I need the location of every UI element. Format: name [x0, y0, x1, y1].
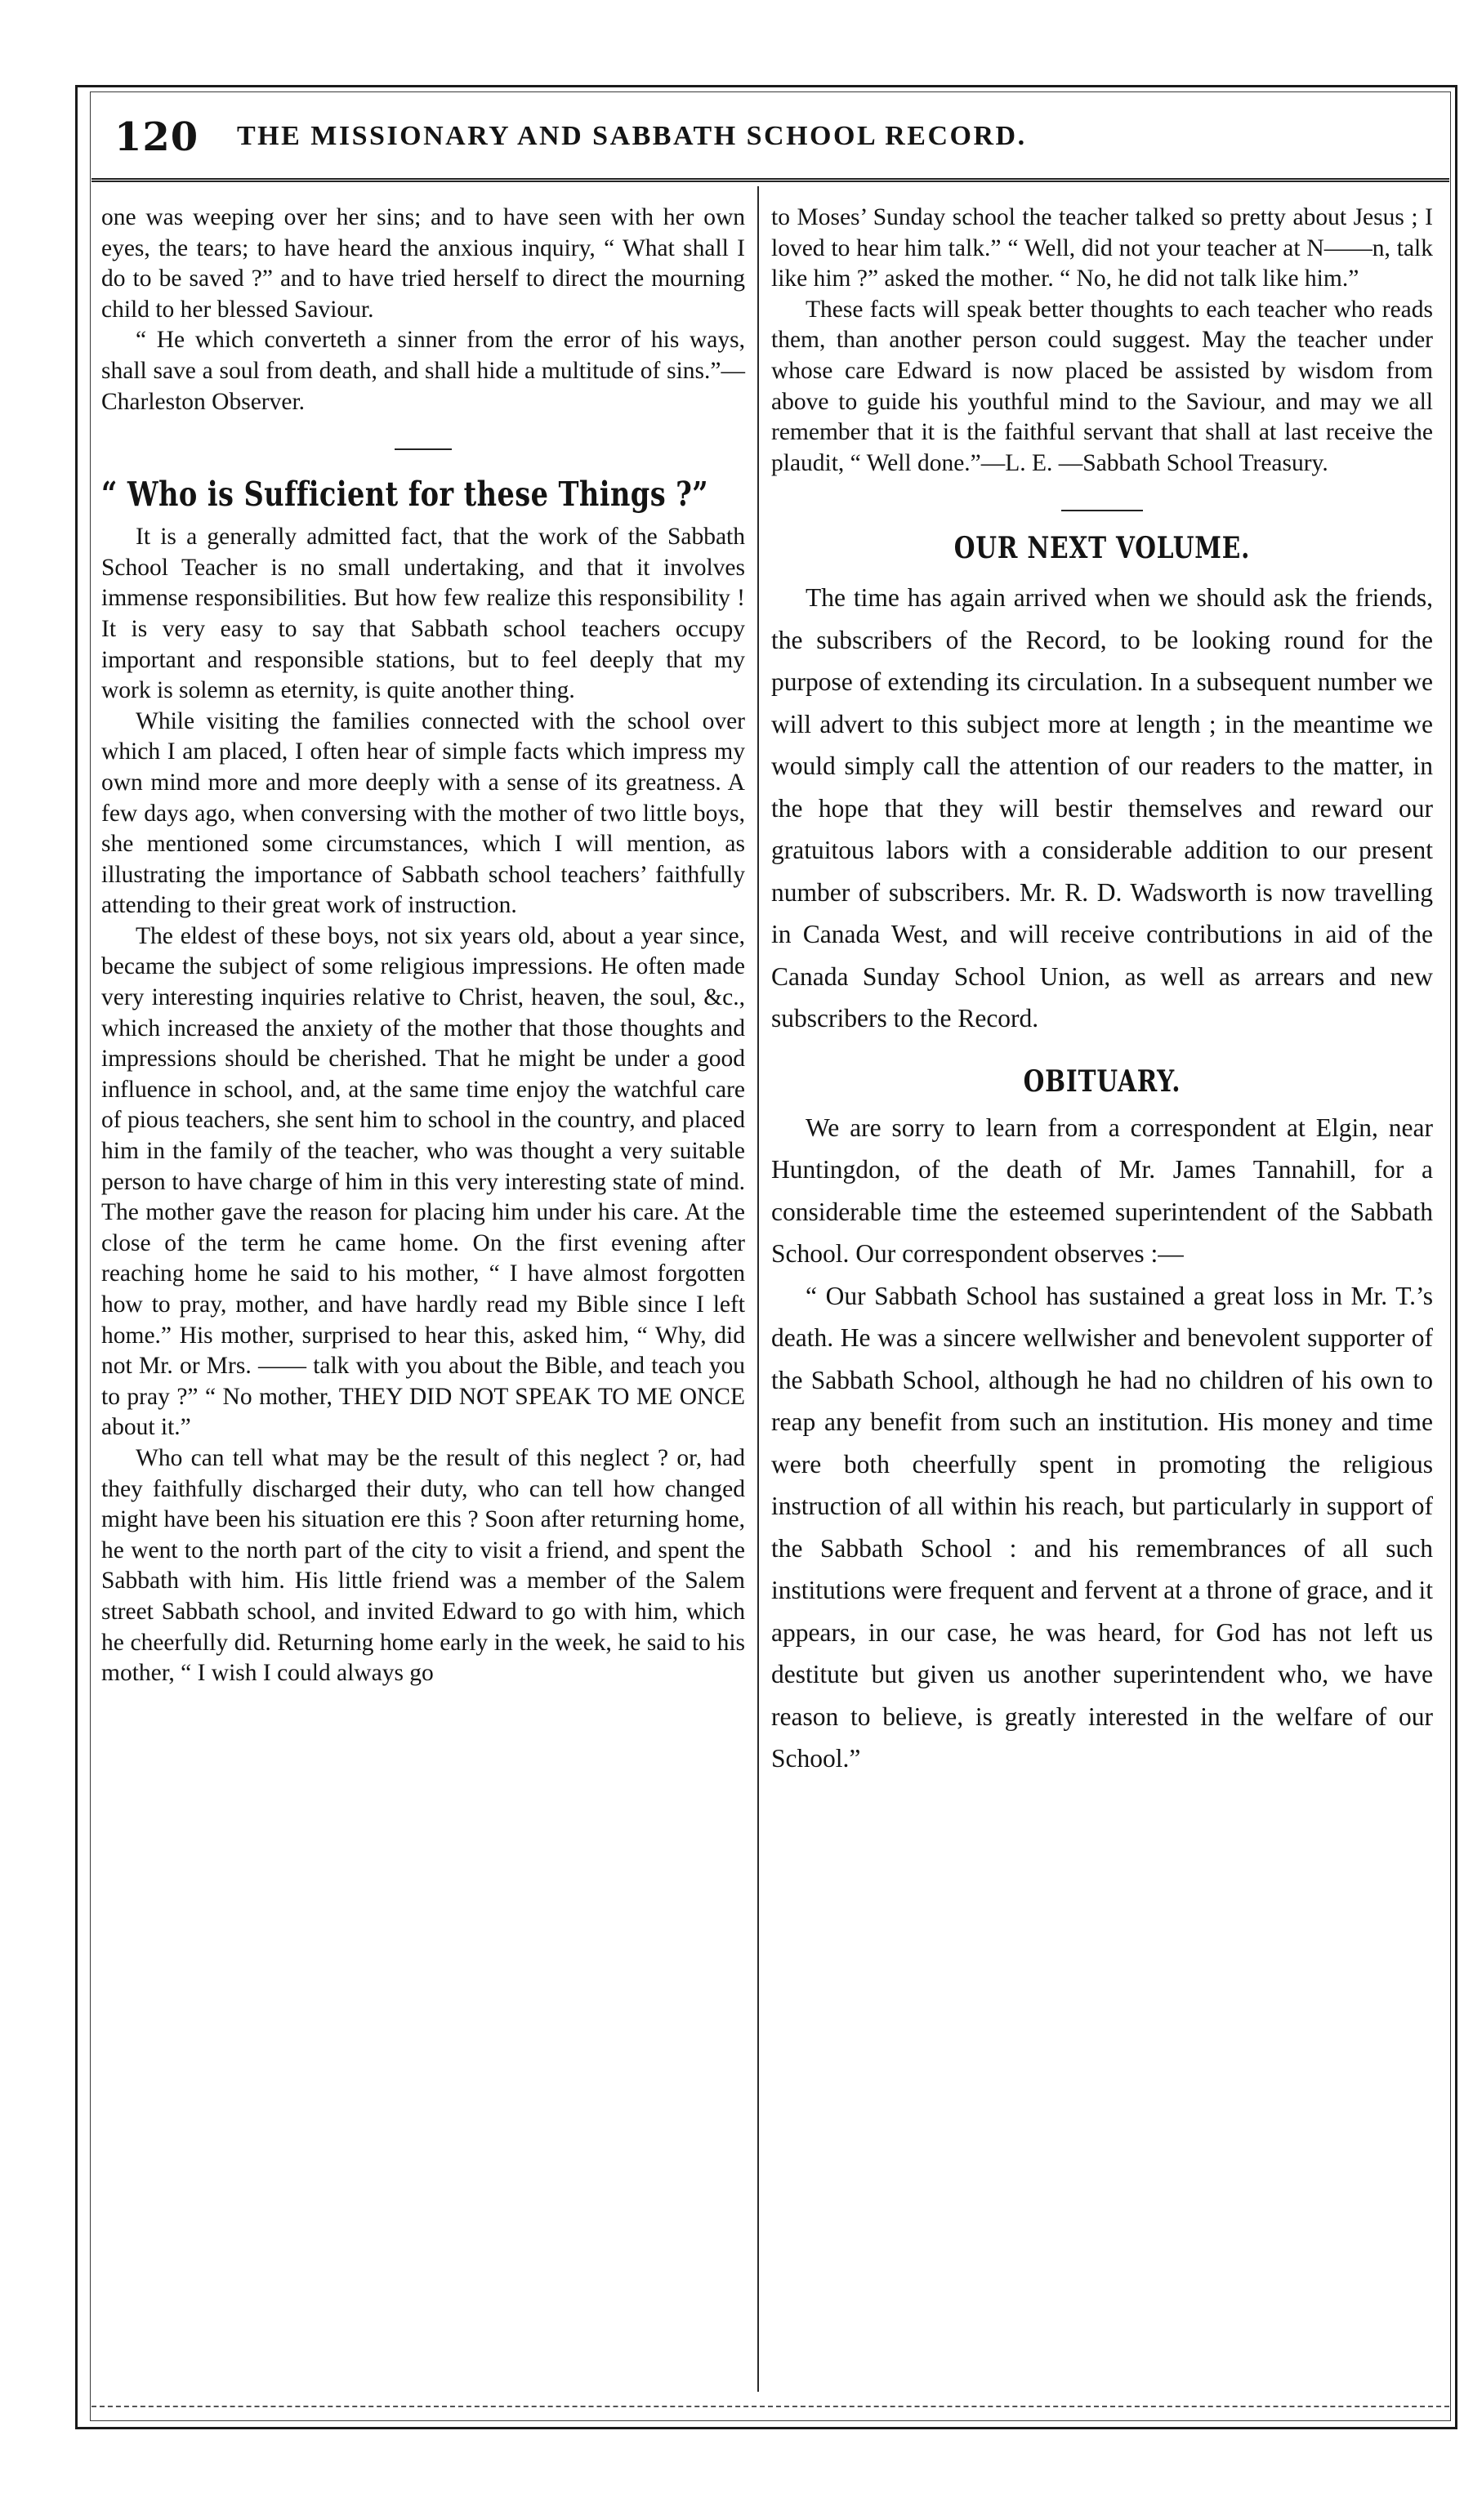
article-title: “ Who is Sufficient for these Things ?”	[101, 475, 709, 515]
article-paragraph: Who can tell what may be the result of this neglect ? or, had they faithfully discharged their duty, who can tell how changed might have been his situation ere this ? Soon after returning home, he went to the north part of the city to visit a friend, and spent the Sabbath with him. His little friend was a member of the Salem street Sabbath school, and invited Edward to go with him, which he cheerfully did. Returning home early in the week, he said to his mother, “ I wish I could always go	[101, 1444, 745, 1687]
article-paragraph: It is a generally admitted fact, that the work of the Sabbath School Teacher is no small undertaking, and that it involves immense responsibilities. But how few realize this responsibility ! It is very easy to say that Sabbath school teachers occupy important and responsible stations, but to feel deeply that my work is solemn as eternity, is quite another thing.	[101, 524, 745, 704]
right-column	[771, 203, 1433, 1780]
header-rule	[92, 178, 1449, 182]
left-column	[101, 203, 745, 1689]
article-paragraph: The eldest of these boys, not six years old, about a year since, became the subject of some religious impressions. He often made very interesting inquiries relative to Christ, heaven, the soul, &c., which increased the anxiety of the mother that those thoughts and impressions should be cherished. That he might be under a good influence in school, and, at the same time enjoy the watchful care of pious teachers, she sent him to school in the country, and placed him in the family of the teacher, who was thought a very suitable person to have charge of him in this very interesting state of mind. The mother gave the reason for placing him under his care. At the close of the term he came home. On the first evening after reaching home he said to his mother, “ I have almost forgotten how to pray, mother, and have hardly read my Bible since I left home.” His mother, surprised to hear this, asked him, “ Why, did not Mr. or Mrs. —— talk with you about the Bible, and teach you to pray ?” “ No mother, THEY DID NOT SPEAK TO ME ONCE about it.”	[101, 922, 745, 1441]
section-title-next-volume: OUR NEXT VOLUME.	[953, 531, 1251, 566]
publication-title: THE MISSIONARY AND SABBATH SCHOOL RECORD.	[237, 121, 1027, 151]
column-divider	[757, 186, 759, 2392]
obituary-paragraph: We are sorry to learn from a correspondent at Elgin, near Huntingdon, of the death of Mr. James Tannahill, for a considerable time the esteemed superintendent of the Sabbath School. Our correspondent observes :—	[771, 1113, 1433, 1269]
scripture-quote: “ He which converteth a sinner from the error of his ways, shall save a soul from death, and shall hide a multitude of sins.”—Charleston Observer.	[101, 327, 745, 415]
continued-paragraph: one was weeping over her sins; and to have seen with her own eyes, the tears; to have heard the anxious inquiry, “ What shall I do to be saved ?” and to have tried herself to direct the mourning child to her blessed Saviour.	[101, 204, 745, 323]
article-paragraph: While visiting the families connected with the school over which I am placed, I often hear of simple facts which impress my own mind more and more deeply with a sense of its greatness. A few days ago, when conversing with the mother of two little boys, she mentioned some circumstances, which I will mention, as illustrating the importance of Sabbath school teachers’ faithfully attending to their great work of instruction.	[101, 707, 745, 919]
masthead	[114, 114, 1430, 180]
article-paragraph: These facts will speak better thoughts to each teacher who reads them, than another person could suggest. May the teacher under whose care Edward is now placed be assisted by wisdom from above to guide his youthful mind to the Saviour, and may we all remember that it is the faithful servant that shall at last receive the plaudit, “ Well done.”—L. E. —Sabbath School Treasury.	[771, 296, 1433, 476]
article-paragraph: to Moses’ Sunday school the teacher talked so pretty about Jesus ; I loved to hear him talk.” “ Well, did not your teacher at N——n, talk like him ?” asked the mother. “ No, he did not talk like him.”	[771, 204, 1433, 292]
section-title-obituary: OBITUARY.	[1023, 1064, 1181, 1099]
next-volume-paragraph: The time has again arrived when we should ask the friends, the subscribers of the Record, to be looking round for the purpose of extending its circulation. In a subsequent number we will advert to this subject more at length ; in the meantime we would simply call the attention of our readers to the matter, in the hope that they will bestir themselves and reward our gratuitous labors with a considerable addition to our present number of subscribers. Mr. R. D. Wadsworth is now travelling in Canada West, and will receive contributions in aid of the Canada Sunday School Union, as well as arrears and new subscribers to the Record.	[771, 583, 1433, 1033]
footer-rule	[92, 2406, 1449, 2407]
obituary-paragraph: “ Our Sabbath School has sustained a great loss in Mr. T.’s death. He was a sincere wellwisher and benevolent supporter of the Sabbath School, although he had no children of his own to reap any benefit from such an institution. His money and time were both cheerfully spent in promoting the religious instruction of all within his reach, but particularly in support of the Sabbath School : and his remembrances of all such institutions were frequent and fervent at a throne of grace, and it appears, in our case, he was heard, for God has not left us destitute but given us another superintendent who, we have reason to believe, is greatly interested in the welfare of our School.”	[771, 1281, 1433, 1773]
page-number: 120	[114, 114, 199, 160]
